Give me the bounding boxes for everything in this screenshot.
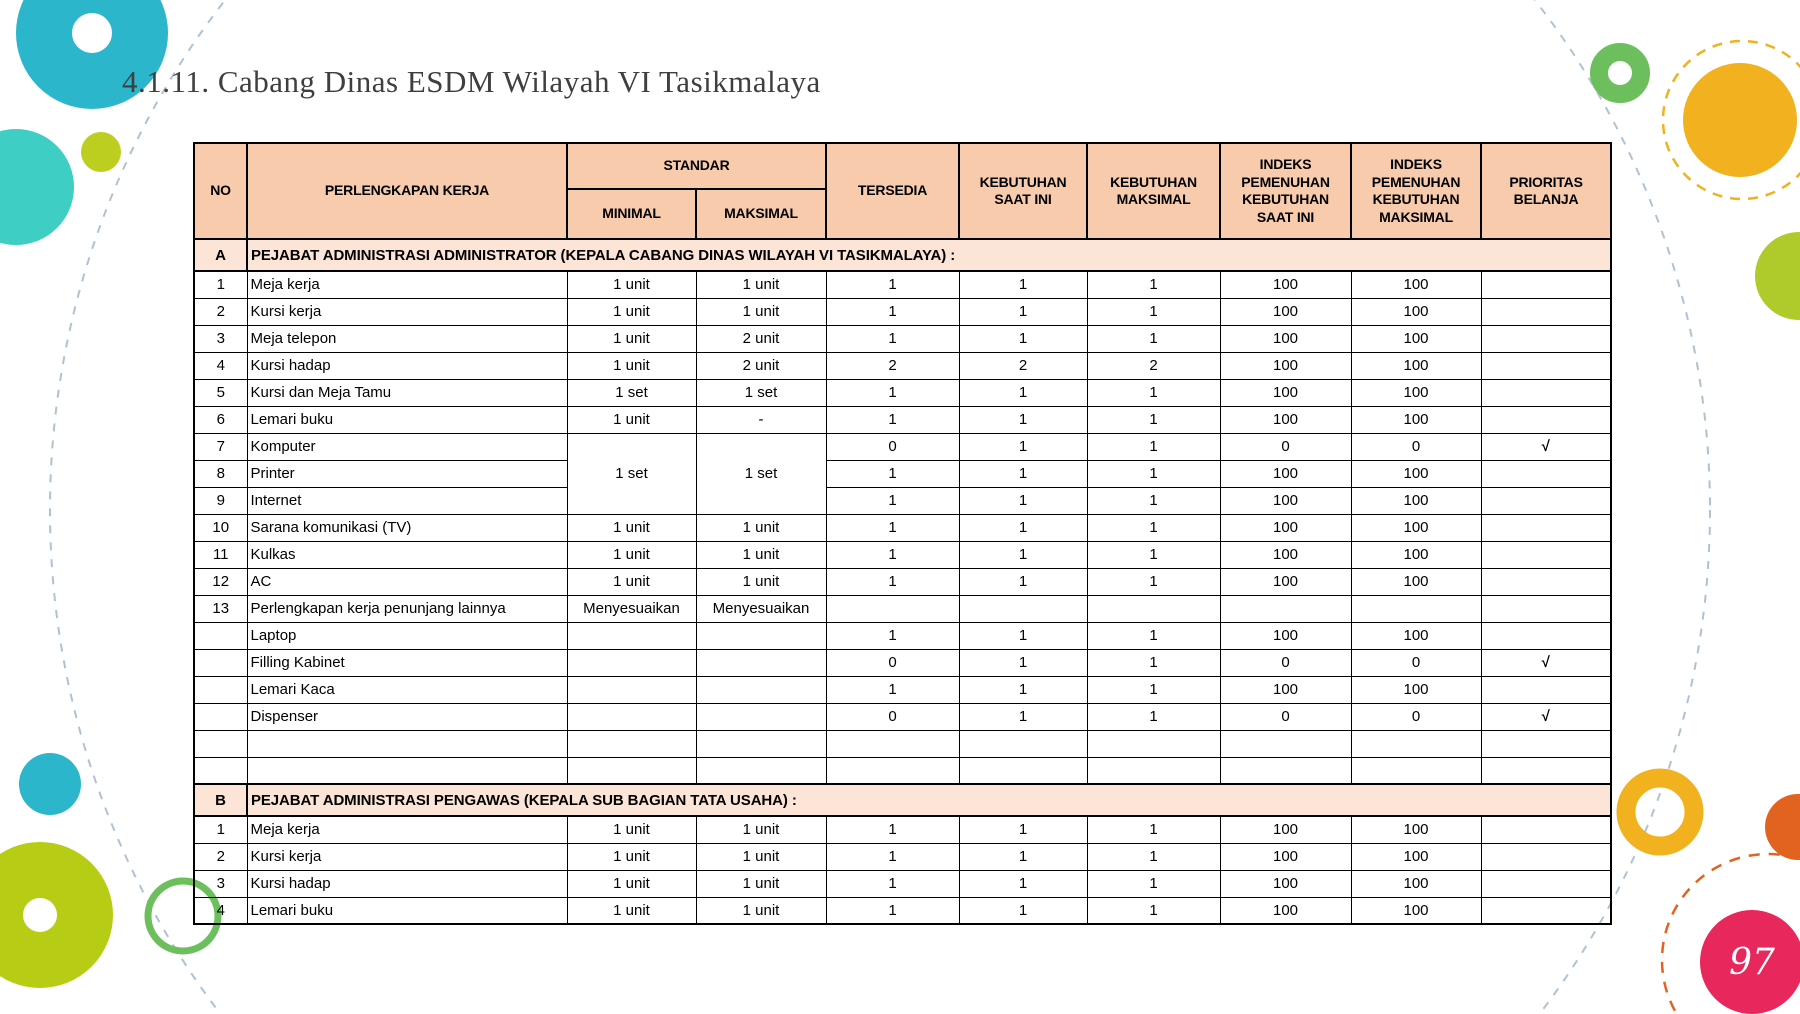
cell-indeks-saat-ini: 100 — [1220, 870, 1351, 897]
cell-maksimal: 1 unit — [696, 870, 826, 897]
cell-item-name: Printer — [247, 460, 567, 487]
cell-prioritas-belanja — [1481, 897, 1611, 924]
cell-kebutuhan-maksimal: 1 — [1087, 460, 1220, 487]
cell-indeks-saat-ini: 100 — [1220, 541, 1351, 568]
page-number-badge — [1700, 910, 1800, 1014]
cell-no — [194, 703, 247, 730]
cell-maksimal: 1 set — [696, 433, 826, 514]
cell-indeks-maksimal — [1351, 595, 1481, 622]
cell-item-name: Kursi dan Meja Tamu — [247, 379, 567, 406]
cell-prioritas-belanja — [1481, 816, 1611, 843]
cell-tersedia: 0 — [826, 433, 959, 460]
cell-indeks-maksimal — [1351, 730, 1481, 757]
cell-kebutuhan-maksimal: 1 — [1087, 487, 1220, 514]
cell-tersedia: 1 — [826, 541, 959, 568]
cell-indeks-saat-ini: 100 — [1220, 325, 1351, 352]
cell-item-name: Komputer — [247, 433, 567, 460]
cell-item-name: Internet — [247, 487, 567, 514]
chartreuse-right-circle — [1755, 232, 1800, 320]
section-label: A — [194, 239, 247, 271]
cell-minimal: 1 unit — [567, 816, 696, 843]
cell-item-name: Kulkas — [247, 541, 567, 568]
header-no: NO — [194, 143, 247, 239]
cell-maksimal: 2 unit — [696, 325, 826, 352]
cell-maksimal: 1 set — [696, 379, 826, 406]
header-standar: STANDAR — [567, 143, 826, 189]
cell-prioritas-belanja — [1481, 568, 1611, 595]
page-number: 97 — [1729, 941, 1775, 983]
cell-item-name: Perlengkapan kerja penunjang lainnya — [247, 595, 567, 622]
cell-indeks-saat-ini: 0 — [1220, 703, 1351, 730]
cell-indeks-maksimal: 100 — [1351, 816, 1481, 843]
cell-item-name: Kursi kerja — [247, 298, 567, 325]
cell-no: 13 — [194, 595, 247, 622]
section-row-A — [194, 239, 1611, 271]
cell-tersedia: 1 — [826, 460, 959, 487]
cell-indeks-maksimal: 0 — [1351, 649, 1481, 676]
table-row — [194, 649, 1611, 676]
cell-tersedia: 1 — [826, 870, 959, 897]
header-kebutuhan-saat-ini: KEBUTUHAN SAAT INI — [959, 143, 1087, 239]
cell-prioritas-belanja: √ — [1481, 703, 1611, 730]
cell-indeks-saat-ini: 100 — [1220, 298, 1351, 325]
cell-kebutuhan-maksimal: 1 — [1087, 622, 1220, 649]
cell-minimal: 1 unit — [567, 568, 696, 595]
cell-kebutuhan-maksimal: 1 — [1087, 568, 1220, 595]
cell-maksimal — [696, 622, 826, 649]
amber-circle — [1683, 63, 1797, 177]
cell-tersedia: 1 — [826, 271, 959, 298]
cell-maksimal: 1 unit — [696, 298, 826, 325]
cell-no: 1 — [194, 271, 247, 298]
cell-kebutuhan-saat-ini: 1 — [959, 703, 1087, 730]
cell-kebutuhan-saat-ini: 1 — [959, 433, 1087, 460]
cell-no: 12 — [194, 568, 247, 595]
cell-item-name: Sarana komunikasi (TV) — [247, 514, 567, 541]
equipment-table — [193, 142, 1612, 925]
cell-prioritas-belanja — [1481, 406, 1611, 433]
table-row — [194, 568, 1611, 595]
cell-kebutuhan-maksimal: 1 — [1087, 870, 1220, 897]
cell-maksimal — [696, 703, 826, 730]
cell-prioritas-belanja — [1481, 379, 1611, 406]
cell-prioritas-belanja: √ — [1481, 433, 1611, 460]
cell-kebutuhan-saat-ini: 1 — [959, 870, 1087, 897]
cell-minimal: Menyesuaikan — [567, 595, 696, 622]
cell-kebutuhan-maksimal — [1087, 730, 1220, 757]
cell-no — [194, 622, 247, 649]
table-row — [194, 595, 1611, 622]
cell-item-name: Laptop — [247, 622, 567, 649]
chartreuse-small-circle — [81, 132, 121, 172]
cell-kebutuhan-saat-ini — [959, 730, 1087, 757]
cell-indeks-maksimal: 100 — [1351, 298, 1481, 325]
cell-kebutuhan-saat-ini: 1 — [959, 541, 1087, 568]
cell-maksimal: 1 unit — [696, 271, 826, 298]
cell-indeks-maksimal: 100 — [1351, 897, 1481, 924]
cell-minimal: 1 unit — [567, 541, 696, 568]
table-row — [194, 406, 1611, 433]
cell-indeks-saat-ini: 0 — [1220, 649, 1351, 676]
cell-no — [194, 730, 247, 757]
cell-minimal: 1 set — [567, 379, 696, 406]
cell-no — [194, 649, 247, 676]
cell-kebutuhan-saat-ini: 1 — [959, 487, 1087, 514]
cell-tersedia: 1 — [826, 622, 959, 649]
cell-kebutuhan-saat-ini: 1 — [959, 460, 1087, 487]
cell-tersedia: 1 — [826, 568, 959, 595]
cell-minimal — [567, 676, 696, 703]
table-row — [194, 816, 1611, 843]
table-row — [194, 730, 1611, 757]
cell-indeks-maksimal: 100 — [1351, 676, 1481, 703]
cell-kebutuhan-maksimal: 1 — [1087, 298, 1220, 325]
table-row — [194, 703, 1611, 730]
cell-item-name: Filling Kabinet — [247, 649, 567, 676]
cell-kebutuhan-maksimal: 1 — [1087, 703, 1220, 730]
table-row — [194, 870, 1611, 897]
cell-indeks-saat-ini: 100 — [1220, 897, 1351, 924]
section-label: B — [194, 784, 247, 816]
cell-tersedia: 1 — [826, 843, 959, 870]
cell-prioritas-belanja — [1481, 352, 1611, 379]
cell-no: 11 — [194, 541, 247, 568]
cell-maksimal: 1 unit — [696, 514, 826, 541]
cell-maksimal — [696, 676, 826, 703]
cell-tersedia: 1 — [826, 676, 959, 703]
cell-tersedia: 1 — [826, 379, 959, 406]
cell-kebutuhan-saat-ini: 1 — [959, 897, 1087, 924]
header-minimal: MINIMAL — [567, 189, 696, 239]
cell-kebutuhan-maksimal: 1 — [1087, 406, 1220, 433]
cell-no: 7 — [194, 433, 247, 460]
cell-item-name: Lemari Kaca — [247, 676, 567, 703]
cell-tersedia — [826, 730, 959, 757]
cell-minimal — [567, 622, 696, 649]
cell-kebutuhan-saat-ini: 1 — [959, 406, 1087, 433]
cell-indeks-maksimal: 0 — [1351, 433, 1481, 460]
cell-tersedia: 1 — [826, 487, 959, 514]
cell-indeks-maksimal: 0 — [1351, 703, 1481, 730]
table-row — [194, 460, 1611, 487]
table-header — [194, 143, 1611, 239]
teal-small-circle — [19, 753, 81, 815]
cell-prioritas-belanja — [1481, 541, 1611, 568]
cell-item-name: Kursi hadap — [247, 870, 567, 897]
table-row — [194, 676, 1611, 703]
cell-indeks-saat-ini: 100 — [1220, 352, 1351, 379]
cell-kebutuhan-saat-ini: 1 — [959, 816, 1087, 843]
cell-prioritas-belanja — [1481, 757, 1611, 784]
header-perlengkapan-kerja: PERLENGKAPAN KERJA — [247, 143, 567, 239]
cell-kebutuhan-saat-ini: 1 — [959, 622, 1087, 649]
cell-prioritas-belanja — [1481, 298, 1611, 325]
cell-no: 4 — [194, 352, 247, 379]
cell-kebutuhan-maksimal: 1 — [1087, 676, 1220, 703]
header-prioritas-belanja: PRIORITAS BELANJA — [1481, 143, 1611, 239]
cell-indeks-saat-ini: 100 — [1220, 487, 1351, 514]
cell-prioritas-belanja: √ — [1481, 649, 1611, 676]
cell-prioritas-belanja — [1481, 487, 1611, 514]
cell-minimal — [567, 649, 696, 676]
cell-maksimal — [696, 649, 826, 676]
cell-tersedia: 0 — [826, 649, 959, 676]
header-kebutuhan-maksimal: KEBUTUHAN MAKSIMAL — [1087, 143, 1220, 239]
header-tersedia: TERSEDIA — [826, 143, 959, 239]
cell-kebutuhan-saat-ini: 1 — [959, 676, 1087, 703]
cell-indeks-maksimal: 100 — [1351, 406, 1481, 433]
cell-indeks-saat-ini — [1220, 595, 1351, 622]
cell-indeks-saat-ini: 100 — [1220, 406, 1351, 433]
cell-kebutuhan-saat-ini — [959, 757, 1087, 784]
cell-kebutuhan-maksimal: 1 — [1087, 897, 1220, 924]
cell-tersedia: 1 — [826, 298, 959, 325]
cell-minimal: 1 unit — [567, 406, 696, 433]
cell-kebutuhan-saat-ini: 1 — [959, 649, 1087, 676]
cell-tersedia: 1 — [826, 897, 959, 924]
cell-indeks-maksimal: 100 — [1351, 352, 1481, 379]
cell-indeks-maksimal: 100 — [1351, 487, 1481, 514]
cell-indeks-maksimal: 100 — [1351, 514, 1481, 541]
table-row — [194, 271, 1611, 298]
cell-no: 8 — [194, 460, 247, 487]
cell-indeks-saat-ini — [1220, 730, 1351, 757]
cell-item-name: Meja kerja — [247, 271, 567, 298]
cell-item-name: AC — [247, 568, 567, 595]
cell-kebutuhan-saat-ini: 1 — [959, 514, 1087, 541]
cell-minimal: 1 unit — [567, 352, 696, 379]
cell-tersedia — [826, 757, 959, 784]
table-row — [194, 298, 1611, 325]
cell-indeks-saat-ini: 0 — [1220, 433, 1351, 460]
cell-minimal: 1 unit — [567, 897, 696, 924]
cell-kebutuhan-maksimal: 1 — [1087, 541, 1220, 568]
header-maksimal: MAKSIMAL — [696, 189, 826, 239]
cell-item-name: Meja kerja — [247, 816, 567, 843]
cell-minimal — [567, 703, 696, 730]
cell-kebutuhan-maksimal — [1087, 757, 1220, 784]
cell-minimal — [567, 730, 696, 757]
cell-indeks-saat-ini: 100 — [1220, 816, 1351, 843]
cell-prioritas-belanja — [1481, 514, 1611, 541]
cell-indeks-maksimal: 100 — [1351, 541, 1481, 568]
cell-no: 2 — [194, 298, 247, 325]
section-row-B — [194, 784, 1611, 816]
cell-indeks-maksimal: 100 — [1351, 622, 1481, 649]
cell-prioritas-belanja — [1481, 843, 1611, 870]
cell-item-name: Lemari buku — [247, 406, 567, 433]
cell-indeks-saat-ini: 100 — [1220, 622, 1351, 649]
cell-kebutuhan-saat-ini: 1 — [959, 298, 1087, 325]
table-row — [194, 622, 1611, 649]
cell-kebutuhan-maksimal: 1 — [1087, 433, 1220, 460]
cell-prioritas-belanja — [1481, 676, 1611, 703]
header-indeks-pemenuhan-saat-ini: INDEKS PEMENUHAN KEBUTUHAN SAAT INI — [1220, 143, 1351, 239]
chartreuse-donut — [0, 870, 85, 960]
cell-minimal: 1 unit — [567, 843, 696, 870]
section-title: PEJABAT ADMINISTRASI PENGAWAS (KEPALA SUB BAGIAN TATA USAHA) : — [247, 784, 1611, 816]
table-row — [194, 514, 1611, 541]
cell-item-name: Kursi hadap — [247, 352, 567, 379]
cell-maksimal — [696, 730, 826, 757]
cell-prioritas-belanja — [1481, 325, 1611, 352]
cell-item-name — [247, 757, 567, 784]
table-row — [194, 757, 1611, 784]
table-row — [194, 541, 1611, 568]
cell-kebutuhan-maksimal — [1087, 595, 1220, 622]
table-row — [194, 325, 1611, 352]
cell-kebutuhan-maksimal: 1 — [1087, 816, 1220, 843]
cell-no: 3 — [194, 870, 247, 897]
cell-item-name: Meja telepon — [247, 325, 567, 352]
cell-minimal: 1 unit — [567, 514, 696, 541]
cell-item-name — [247, 730, 567, 757]
cell-no: 6 — [194, 406, 247, 433]
table-row — [194, 352, 1611, 379]
cell-prioritas-belanja — [1481, 870, 1611, 897]
cell-kebutuhan-maksimal: 2 — [1087, 352, 1220, 379]
cell-indeks-saat-ini: 100 — [1220, 843, 1351, 870]
cell-prioritas-belanja — [1481, 622, 1611, 649]
cell-indeks-maksimal: 100 — [1351, 271, 1481, 298]
table-row — [194, 843, 1611, 870]
cell-no: 3 — [194, 325, 247, 352]
cell-kebutuhan-saat-ini: 1 — [959, 843, 1087, 870]
cell-prioritas-belanja — [1481, 730, 1611, 757]
cell-prioritas-belanja — [1481, 460, 1611, 487]
table-row — [194, 487, 1611, 514]
cell-maksimal — [696, 757, 826, 784]
table-row — [194, 897, 1611, 924]
cell-minimal: 1 unit — [567, 325, 696, 352]
page-title: 4.1.11. Cabang Dinas ESDM Wilayah VI Tasikmalaya — [122, 64, 821, 99]
cell-indeks-maksimal: 100 — [1351, 379, 1481, 406]
cell-item-name: Dispenser — [247, 703, 567, 730]
amber-ring — [1626, 778, 1694, 846]
cell-no — [194, 757, 247, 784]
cell-kebutuhan-maksimal: 1 — [1087, 843, 1220, 870]
cell-no: 10 — [194, 514, 247, 541]
cell-kebutuhan-saat-ini: 1 — [959, 568, 1087, 595]
cell-maksimal: 1 unit — [696, 541, 826, 568]
cell-kebutuhan-saat-ini: 1 — [959, 379, 1087, 406]
cell-maksimal: 1 unit — [696, 568, 826, 595]
turquoise-circle — [0, 129, 74, 245]
cell-kebutuhan-maksimal: 1 — [1087, 649, 1220, 676]
cell-tersedia: 1 — [826, 514, 959, 541]
cell-kebutuhan-saat-ini — [959, 595, 1087, 622]
cell-prioritas-belanja — [1481, 271, 1611, 298]
cell-maksimal: Menyesuaikan — [696, 595, 826, 622]
table-row — [194, 433, 1611, 460]
cell-indeks-maksimal: 100 — [1351, 460, 1481, 487]
cell-indeks-maksimal: 100 — [1351, 325, 1481, 352]
cell-maksimal: 1 unit — [696, 816, 826, 843]
cell-indeks-maksimal — [1351, 757, 1481, 784]
cell-no: 2 — [194, 843, 247, 870]
cell-maksimal: 2 unit — [696, 352, 826, 379]
cell-minimal: 1 unit — [567, 298, 696, 325]
cell-no: 5 — [194, 379, 247, 406]
orange-circle — [1765, 794, 1800, 860]
cell-tersedia: 2 — [826, 352, 959, 379]
cell-kebutuhan-saat-ini: 2 — [959, 352, 1087, 379]
cell-indeks-saat-ini: 100 — [1220, 514, 1351, 541]
cell-maksimal: - — [696, 406, 826, 433]
cell-kebutuhan-maksimal: 1 — [1087, 271, 1220, 298]
cell-indeks-maksimal: 100 — [1351, 568, 1481, 595]
cell-item-name: Lemari buku — [247, 897, 567, 924]
cell-item-name: Kursi kerja — [247, 843, 567, 870]
cell-minimal: 1 unit — [567, 271, 696, 298]
cell-indeks-saat-ini: 100 — [1220, 460, 1351, 487]
cell-no: 9 — [194, 487, 247, 514]
cell-indeks-saat-ini: 100 — [1220, 568, 1351, 595]
cell-indeks-saat-ini — [1220, 757, 1351, 784]
cell-tersedia: 1 — [826, 816, 959, 843]
cell-tersedia: 1 — [826, 325, 959, 352]
cell-indeks-maksimal: 100 — [1351, 843, 1481, 870]
table-row — [194, 379, 1611, 406]
cell-no: 4 — [194, 897, 247, 924]
cell-kebutuhan-maksimal: 1 — [1087, 514, 1220, 541]
cell-indeks-saat-ini: 100 — [1220, 379, 1351, 406]
cell-indeks-saat-ini: 100 — [1220, 676, 1351, 703]
cell-no — [194, 676, 247, 703]
cell-kebutuhan-saat-ini: 1 — [959, 271, 1087, 298]
header-indeks-pemenuhan-maksimal: INDEKS PEMENUHAN KEBUTUHAN MAKSIMAL — [1351, 143, 1481, 239]
equipment-table-body — [194, 239, 1611, 924]
cell-tersedia — [826, 595, 959, 622]
cell-minimal: 1 set — [567, 433, 696, 514]
section-title: PEJABAT ADMINISTRASI ADMINISTRATOR (KEPALA CABANG DINAS WILAYAH VI TASIKMALAYA) : — [247, 239, 1611, 271]
cell-kebutuhan-maksimal: 1 — [1087, 325, 1220, 352]
cell-minimal — [567, 757, 696, 784]
cell-prioritas-belanja — [1481, 595, 1611, 622]
cell-tersedia: 1 — [826, 406, 959, 433]
cell-indeks-saat-ini: 100 — [1220, 271, 1351, 298]
cell-kebutuhan-saat-ini: 1 — [959, 325, 1087, 352]
cell-kebutuhan-maksimal: 1 — [1087, 379, 1220, 406]
cell-maksimal: 1 unit — [696, 843, 826, 870]
cell-indeks-maksimal: 100 — [1351, 870, 1481, 897]
cell-tersedia: 0 — [826, 703, 959, 730]
cell-minimal: 1 unit — [567, 870, 696, 897]
cell-maksimal: 1 unit — [696, 897, 826, 924]
green-donut — [1599, 52, 1641, 94]
cell-no: 1 — [194, 816, 247, 843]
